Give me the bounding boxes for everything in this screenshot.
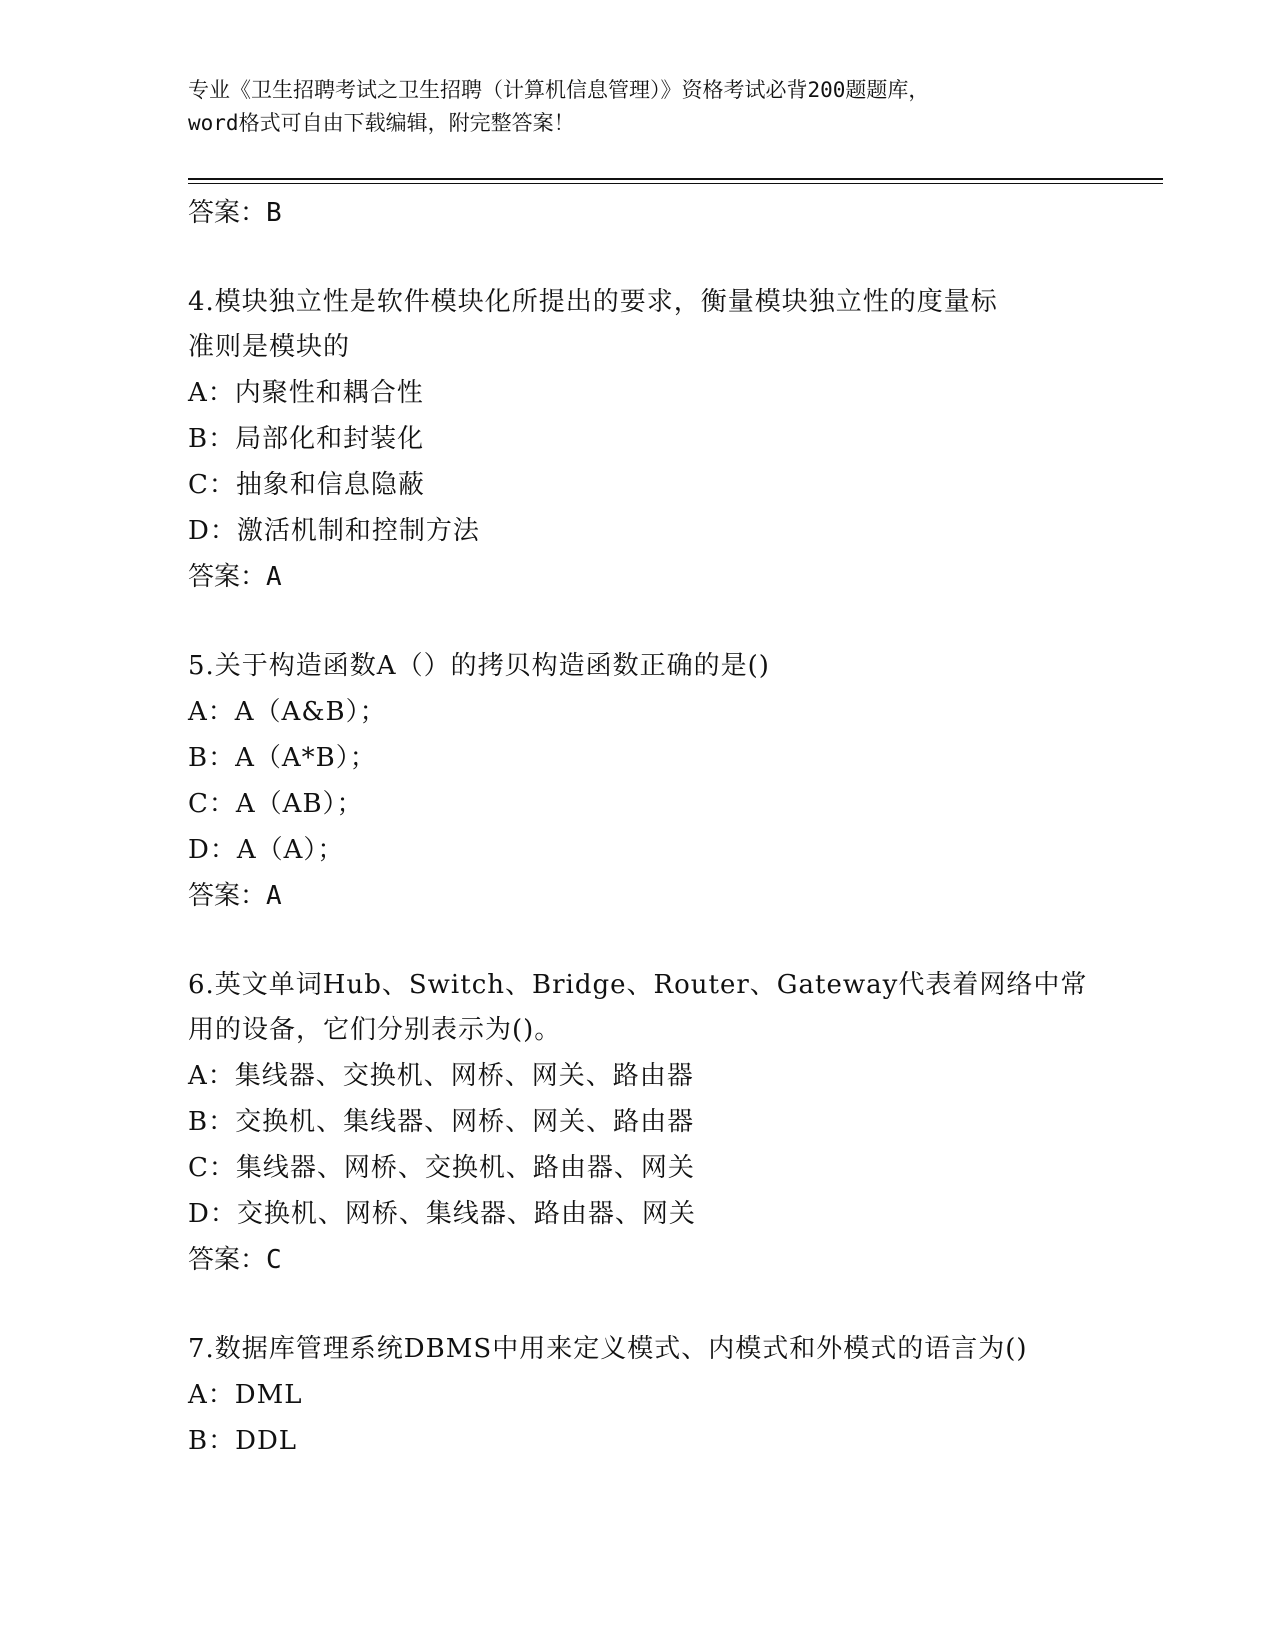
option-a: A：DML [188, 1380, 303, 1410]
question-stem: 6.英文单词Hub、Switch、Bridge、Router、Gateway代表着网络中常 [188, 970, 1088, 1000]
question-stem: 7.数据库管理系统DBMS中用来定义模式、内模式和外模式的语言为() [188, 1334, 1028, 1364]
option-b: B：DDL [188, 1426, 298, 1456]
option-a: A：集线器、交换机、网桥、网关、路由器 [188, 1061, 694, 1091]
question-7 [188, 1327, 1088, 1464]
option-a: A：A（A&B）； [188, 697, 387, 727]
option-c: C：抽象和信息隐蔽 [188, 470, 425, 500]
header-line-1: 专业《卫生招聘考试之卫生招聘（计算机信息管理）》资格考试必背200题题库， [188, 78, 930, 102]
option-d: D：激活机制和控制方法 [188, 516, 480, 546]
option-c: C：集线器、网桥、交换机、路由器、网关 [188, 1153, 695, 1183]
answer-line: 答案：A [188, 562, 282, 592]
option-b: B：A（A*B）； [188, 743, 377, 773]
option-b: B：交换机、集线器、网桥、网关、路由器 [188, 1107, 695, 1137]
question-stem: 5.关于构造函数A（）的拷贝构造函数正确的是() [188, 651, 770, 681]
answer-line: 答案：A [188, 881, 282, 911]
option-c: C：A（AB）； [188, 789, 364, 819]
question-6 [188, 963, 1088, 1283]
answer-line: 答案：B [188, 198, 282, 228]
header-rule-thin [188, 183, 1163, 184]
question-5 [188, 644, 1088, 919]
question-stem: 4.模块独立性是软件模块化所提出的要求，衡量模块独立性的度量标 [188, 287, 998, 317]
option-b: B：局部化和封装化 [188, 424, 425, 454]
question-4 [188, 280, 1088, 600]
question-stem: 准则是模块的 [188, 332, 351, 362]
answer-line: 答案：C [188, 1245, 282, 1275]
option-d: D：交换机、网桥、集线器、路由器、网关 [188, 1199, 696, 1229]
question-stem: 用的设备，它们分别表示为()。 [188, 1015, 562, 1045]
question-content [188, 190, 1088, 1464]
header-rule-thick [188, 178, 1163, 180]
option-a: A：内聚性和耦合性 [188, 378, 424, 408]
header-line-2: word格式可自由下载编辑，附完整答案！ [188, 111, 575, 135]
document-header [188, 74, 1088, 140]
option-d: D：A（A）； [188, 835, 345, 865]
